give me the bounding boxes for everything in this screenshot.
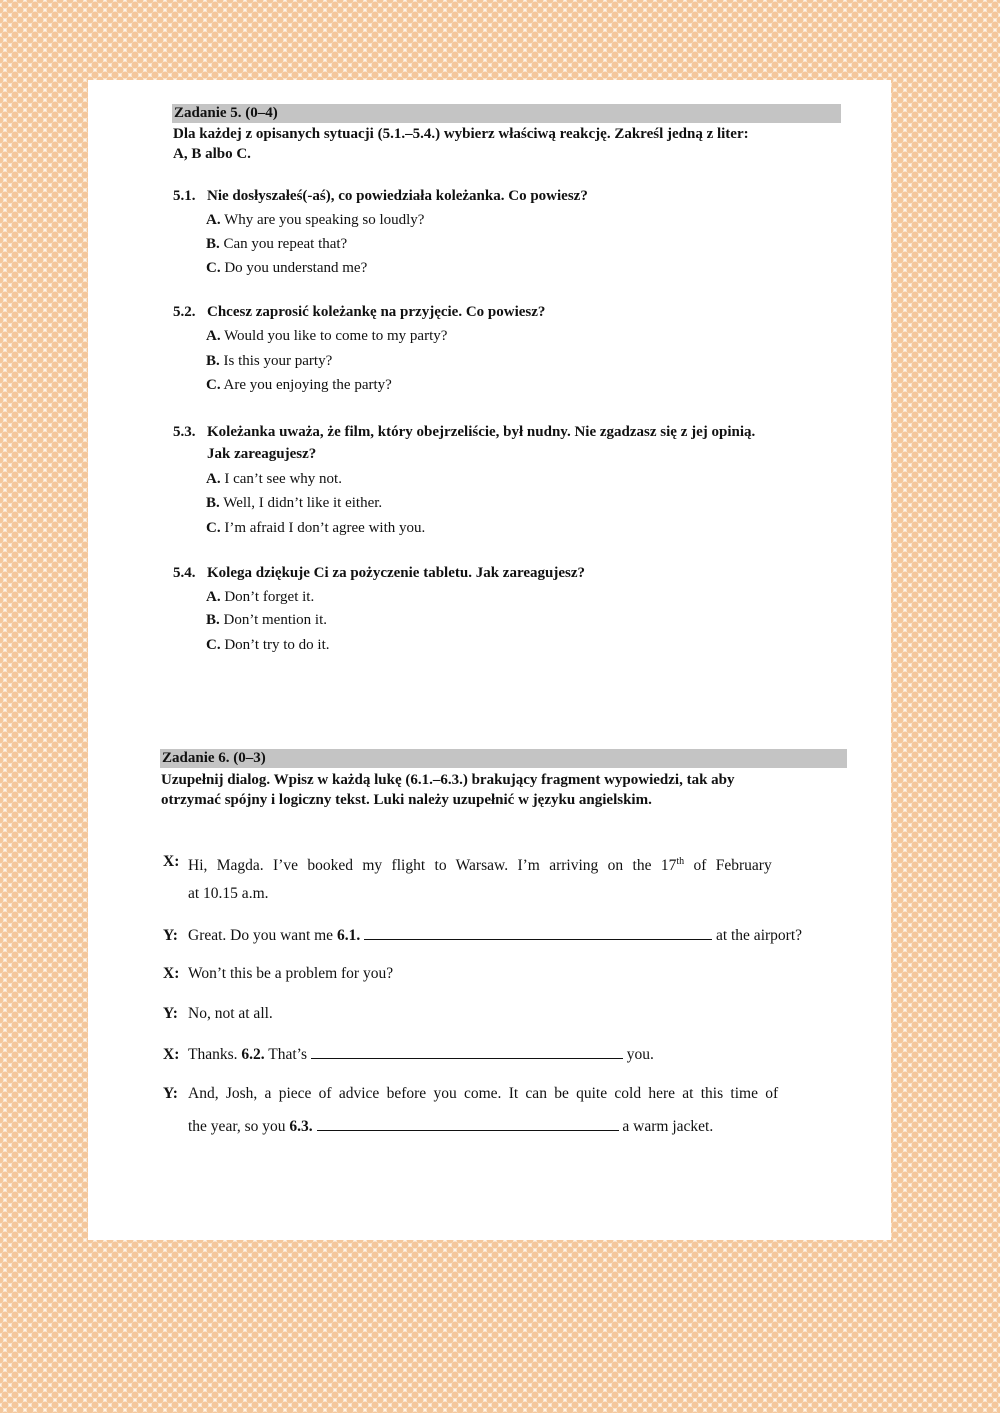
dialog-text: That’s [264, 1046, 307, 1063]
option-text: Don’t try to do it. [224, 637, 330, 653]
option-letter: B. [206, 612, 220, 628]
task5-instruction-line1: Dla każdej z opisanych sytuacji (5.1.–5.4.) wybierz właściwą reakcję. Zakreśl jedną z liter: [173, 126, 749, 142]
option-text: Don’t mention it. [223, 612, 327, 628]
speaker-label: Y: [163, 1085, 178, 1102]
option-5-2-b[interactable] [206, 351, 332, 371]
question-5-3-line2: Jak zareagujesz? [207, 446, 317, 462]
dialog-text: Won’t this be a problem for you? [188, 965, 394, 982]
question-number: 5.4. [173, 565, 196, 581]
task6-instruction-line2: otrzymać spójny i logiczny tekst. Luki należy uzupełnić w języku angielskim. [161, 792, 652, 808]
option-letter: C. [206, 520, 221, 536]
option-5-4-b[interactable] [206, 610, 327, 630]
dialog-line-2 [163, 925, 802, 946]
question-5-3 [173, 422, 755, 442]
speaker-label: X: [163, 965, 180, 982]
task6-instruction-line1: Uzupełnij dialog. Wpisz w każdą lukę (6.1.–6.3.) brakujący fragment wypowiedzi, tak aby [161, 772, 735, 788]
option-letter: B. [206, 236, 220, 252]
option-5-4-a[interactable] [206, 587, 314, 607]
option-letter: A. [206, 589, 221, 605]
option-letter: B. [206, 353, 220, 369]
option-5-3-c[interactable] [206, 518, 425, 538]
question-number: 5.3. [173, 424, 196, 440]
worksheet-page [88, 80, 891, 1240]
option-text: Would you like to come to my party? [224, 328, 448, 344]
speaker-label: Y: [163, 927, 178, 944]
gap-number: 6.2. [241, 1046, 265, 1063]
dialog-line-5 [163, 1044, 654, 1065]
option-letter: C. [206, 637, 221, 653]
dialog-text: a warm jacket. [622, 1118, 714, 1135]
option-5-3-a[interactable] [206, 469, 342, 489]
option-letter: A. [206, 471, 221, 487]
question-number: 5.1. [173, 188, 196, 204]
dialog-line-3 [163, 964, 393, 984]
dialog-text: you. [626, 1046, 654, 1063]
option-text: Why are you speaking so loudly? [224, 212, 425, 228]
option-5-4-c[interactable] [206, 635, 329, 655]
dialog-text: No, not at all. [188, 1005, 273, 1022]
task5-title: Zadanie 5. (0–4) [172, 104, 841, 123]
gap-number: 6.1. [336, 927, 361, 944]
question-text: Kolega dziękuje Ci za pożyczenie tabletu. Jak zareagujesz? [207, 565, 585, 581]
question-text: Koleżanka uważa, że film, który obejrzeliście, był nudny. Nie zgadzasz się z jej opinią. [207, 424, 756, 440]
option-5-1-c[interactable] [206, 258, 367, 278]
option-letter: A. [206, 212, 221, 228]
task6-title: Zadanie 6. (0–3) [160, 749, 847, 768]
option-text: Don’t forget it. [224, 589, 315, 605]
question-5-2 [173, 302, 545, 322]
speaker-label: X: [163, 1046, 180, 1063]
option-5-1-b[interactable] [206, 234, 347, 254]
gap-6-3-input[interactable] [317, 1116, 619, 1131]
option-text: I can’t see why not. [224, 471, 342, 487]
dialog-text: Thanks. [188, 1046, 242, 1063]
speaker-label: Y: [163, 1005, 178, 1022]
dialog-text: the year, so you [188, 1118, 290, 1135]
option-text: Is this your party? [223, 353, 333, 369]
option-text: Are you enjoying the party? [223, 377, 392, 393]
question-number: 5.2. [173, 304, 196, 320]
task5-instruction-line2: A, B albo C. [173, 146, 251, 162]
option-5-2-c[interactable] [206, 375, 392, 395]
gap-6-1-input[interactable] [364, 925, 712, 940]
dialog-text: Great. Do you want me [188, 927, 337, 944]
question-text: Nie dosłyszałeś(-aś), co powiedziała koleżanka. Co powiesz? [207, 188, 588, 204]
dialog-text: at the airport? [715, 927, 803, 944]
option-text: I’m afraid I don’t agree with you. [224, 520, 426, 536]
dialog-text: Hi, Magda. I’ve booked my flight to Warsaw. I’m arriving on the 17th of February [188, 856, 772, 875]
option-5-1-a[interactable] [206, 210, 424, 230]
gap-6-2-input[interactable] [311, 1044, 623, 1059]
option-letter: C. [206, 377, 221, 393]
option-text: Well, I didn’t like it either. [223, 495, 383, 511]
dialog-line-1 [163, 852, 843, 876]
option-text: Do you understand me? [224, 260, 368, 276]
question-5-4 [173, 563, 585, 583]
option-letter: C. [206, 260, 221, 276]
dialog-line-4 [163, 1004, 273, 1024]
dialog-line-1-continued: at 10.15 a.m. [188, 885, 269, 902]
dialog-line-6 [163, 1084, 843, 1104]
question-text: Chcesz zaprosić koleżankę na przyjęcie. Co powiesz? [207, 304, 546, 320]
option-letter: B. [206, 495, 220, 511]
option-5-2-a[interactable] [206, 326, 447, 346]
option-5-3-b[interactable] [206, 493, 382, 513]
option-text: Can you repeat that? [223, 236, 348, 252]
dialog-text: And, Josh, a piece of advice before you come. It can be quite cold here at this time of [188, 1085, 779, 1102]
question-5-1 [173, 186, 588, 206]
dialog-line-6-continued [188, 1116, 713, 1137]
gap-number: 6.3. [289, 1118, 313, 1135]
speaker-label: X: [163, 853, 180, 870]
option-letter: A. [206, 328, 221, 344]
